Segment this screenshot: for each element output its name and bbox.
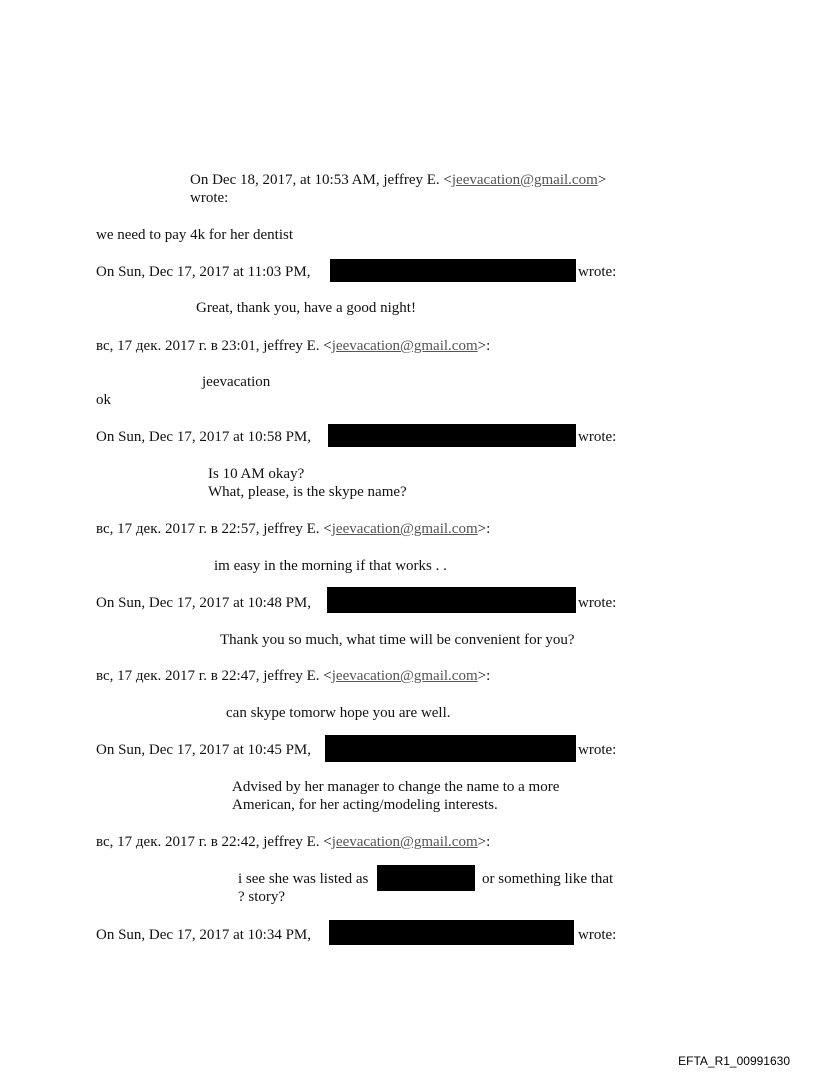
message-text: jeevacation	[202, 374, 271, 390]
message-text: American, for her acting/modeling interests.	[232, 797, 498, 813]
message-text: Is 10 AM okay?	[208, 466, 305, 482]
reply-header	[96, 667, 490, 685]
message-text: we need to pay 4k for her dentist	[96, 227, 294, 243]
email-link[interactable]: jeevacation@gmail.com	[331, 521, 478, 537]
sender-header: On Sun, Dec 17, 2017 at 10:45 PM,	[96, 742, 311, 758]
redaction-box	[329, 920, 574, 945]
message-text: or something like that	[482, 871, 614, 887]
reply-header	[96, 833, 490, 851]
message-text: can skype tomorw hope you are well.	[226, 705, 451, 721]
redaction-box	[328, 424, 576, 447]
document-id: EFTA_R1_00991630	[678, 1054, 790, 1068]
message-text: Thank you so much, what time will be convenient for you?	[220, 632, 575, 648]
reply-header	[96, 337, 490, 355]
wrote-label: wrote:	[578, 595, 617, 611]
sender-header: On Sun, Dec 17, 2017 at 10:48 PM,	[96, 595, 311, 611]
reply-header-prefix: вс, 17 дек. 2017 г. в 22:47, jeffrey E. <	[96, 668, 332, 684]
message-text: Advised by her manager to change the name to a more	[232, 779, 560, 795]
message-text: i see she was listed as	[238, 871, 369, 887]
reply-header-prefix: вс, 17 дек. 2017 г. в 22:42, jeffrey E. <	[96, 834, 332, 850]
email-link[interactable]: jeevacation@gmail.com	[331, 668, 478, 684]
redaction-box	[377, 865, 475, 891]
redaction-box	[330, 259, 576, 282]
message-text: What, please, is the skype name?	[208, 484, 407, 500]
reply-header-prefix: вс, 17 дек. 2017 г. в 23:01, jeffrey E. <	[96, 338, 332, 354]
message-text: im easy in the morning if that works . .	[214, 558, 447, 574]
reply-header-suffix: >:	[477, 834, 491, 850]
email-link[interactable]: jeevacation@gmail.com	[331, 338, 478, 354]
reply-header	[96, 520, 490, 538]
message-text: Great, thank you, have a good night!	[196, 300, 416, 316]
quote-header-line	[190, 171, 606, 189]
wrote-label: wrote:	[578, 742, 617, 758]
sender-header: On Sun, Dec 17, 2017 at 10:34 PM,	[96, 927, 311, 943]
sender-header: On Sun, Dec 17, 2017 at 10:58 PM,	[96, 429, 311, 445]
wrote-label: wrote:	[578, 927, 617, 943]
reply-header-suffix: >:	[477, 668, 491, 684]
sender-header: On Sun, Dec 17, 2017 at 11:03 PM,	[96, 264, 311, 280]
email-link[interactable]: jeevacation@gmail.com	[331, 834, 478, 850]
redaction-box	[325, 735, 576, 762]
quote-header-suffix: >	[597, 172, 607, 188]
reply-header-prefix: вс, 17 дек. 2017 г. в 22:57, jeffrey E. <	[96, 521, 332, 537]
reply-header-suffix: >:	[477, 338, 491, 354]
message-text: ? story?	[238, 889, 286, 905]
wrote-label: wrote:	[578, 429, 617, 445]
email-link[interactable]: jeevacation@gmail.com	[451, 172, 598, 188]
quote-header-wrote: wrote:	[190, 190, 229, 206]
wrote-label: wrote:	[578, 264, 617, 280]
quote-header-prefix: On Dec 18, 2017, at 10:53 AM, jeffrey E. <	[190, 172, 452, 188]
reply-header-suffix: >:	[477, 521, 491, 537]
redaction-box	[327, 587, 576, 613]
message-text: ok	[96, 392, 111, 408]
